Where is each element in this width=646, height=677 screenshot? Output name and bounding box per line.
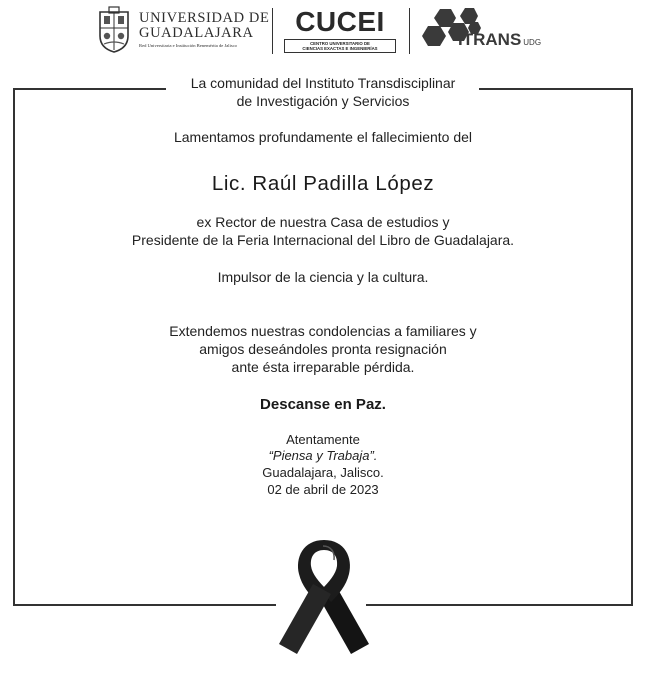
lament-text: Lamentamos profundamente el fallecimiento del	[173, 129, 473, 145]
frame-bottom-left	[13, 604, 276, 606]
deceased-name: Lic. Raúl Padilla López	[211, 172, 435, 195]
cucei-logo	[284, 6, 396, 53]
logo-divider	[272, 8, 273, 54]
udg-logo	[96, 6, 269, 54]
place-text: Guadalajara, Jalisco.	[262, 465, 384, 480]
frame-bottom-right	[366, 604, 633, 606]
intro-line2: de Investigación y Servicios	[236, 93, 410, 109]
role-line2: Presidente de la Feria Internacional del Libro de Guadalajara.	[131, 232, 515, 248]
mourning-ribbon-icon	[279, 536, 369, 662]
condolences-line2: amigos deseándoles pronta resignación	[199, 341, 447, 357]
cucei-subtitle-box	[284, 39, 396, 53]
cucei-title: CUCEI	[295, 6, 385, 37]
logo-header	[0, 0, 646, 62]
udg-name-line2: GUADALAJARA	[139, 25, 254, 41]
closing-text: Atentamente	[286, 432, 360, 447]
impulsor-text: Impulsor de la ciencia y la cultura.	[217, 269, 429, 285]
motto-text: “Piensa y Trabaja”.	[268, 448, 378, 463]
date-text: 02 de abril de 2023	[267, 482, 379, 497]
role-line1: ex Rector de nuestra Casa de estudios y	[196, 214, 450, 230]
itrans-suffix: UDG	[523, 38, 542, 47]
itrans-logo	[418, 6, 548, 56]
cucei-subtitle-line2: CIENCIAS EXACTAS E INGENIERÍAS	[302, 46, 378, 51]
itrans-wordmark	[458, 30, 541, 50]
cucei-subtitle-line1: CENTRO UNIVERSITARIO DE	[310, 41, 370, 46]
logo-divider	[409, 8, 410, 54]
intro-line1: La comunidad del Instituto Transdisciplinar	[190, 75, 456, 91]
university-seal-icon	[96, 6, 132, 54]
udg-name-line1: UNIVERSIDAD DE	[139, 10, 270, 26]
condolences-line1: Extendemos nuestras condolencias a familiares y	[169, 323, 477, 339]
rip-heading: Descanse en Paz.	[260, 396, 386, 413]
condolences-line3: ante ésta irreparable pérdida.	[231, 359, 415, 375]
itrans-name: ITRANS	[458, 30, 522, 49]
udg-wordmark	[139, 11, 269, 49]
udg-subtitle: Red Universitaria e Institución Benemérita de Jalisco	[139, 43, 237, 48]
